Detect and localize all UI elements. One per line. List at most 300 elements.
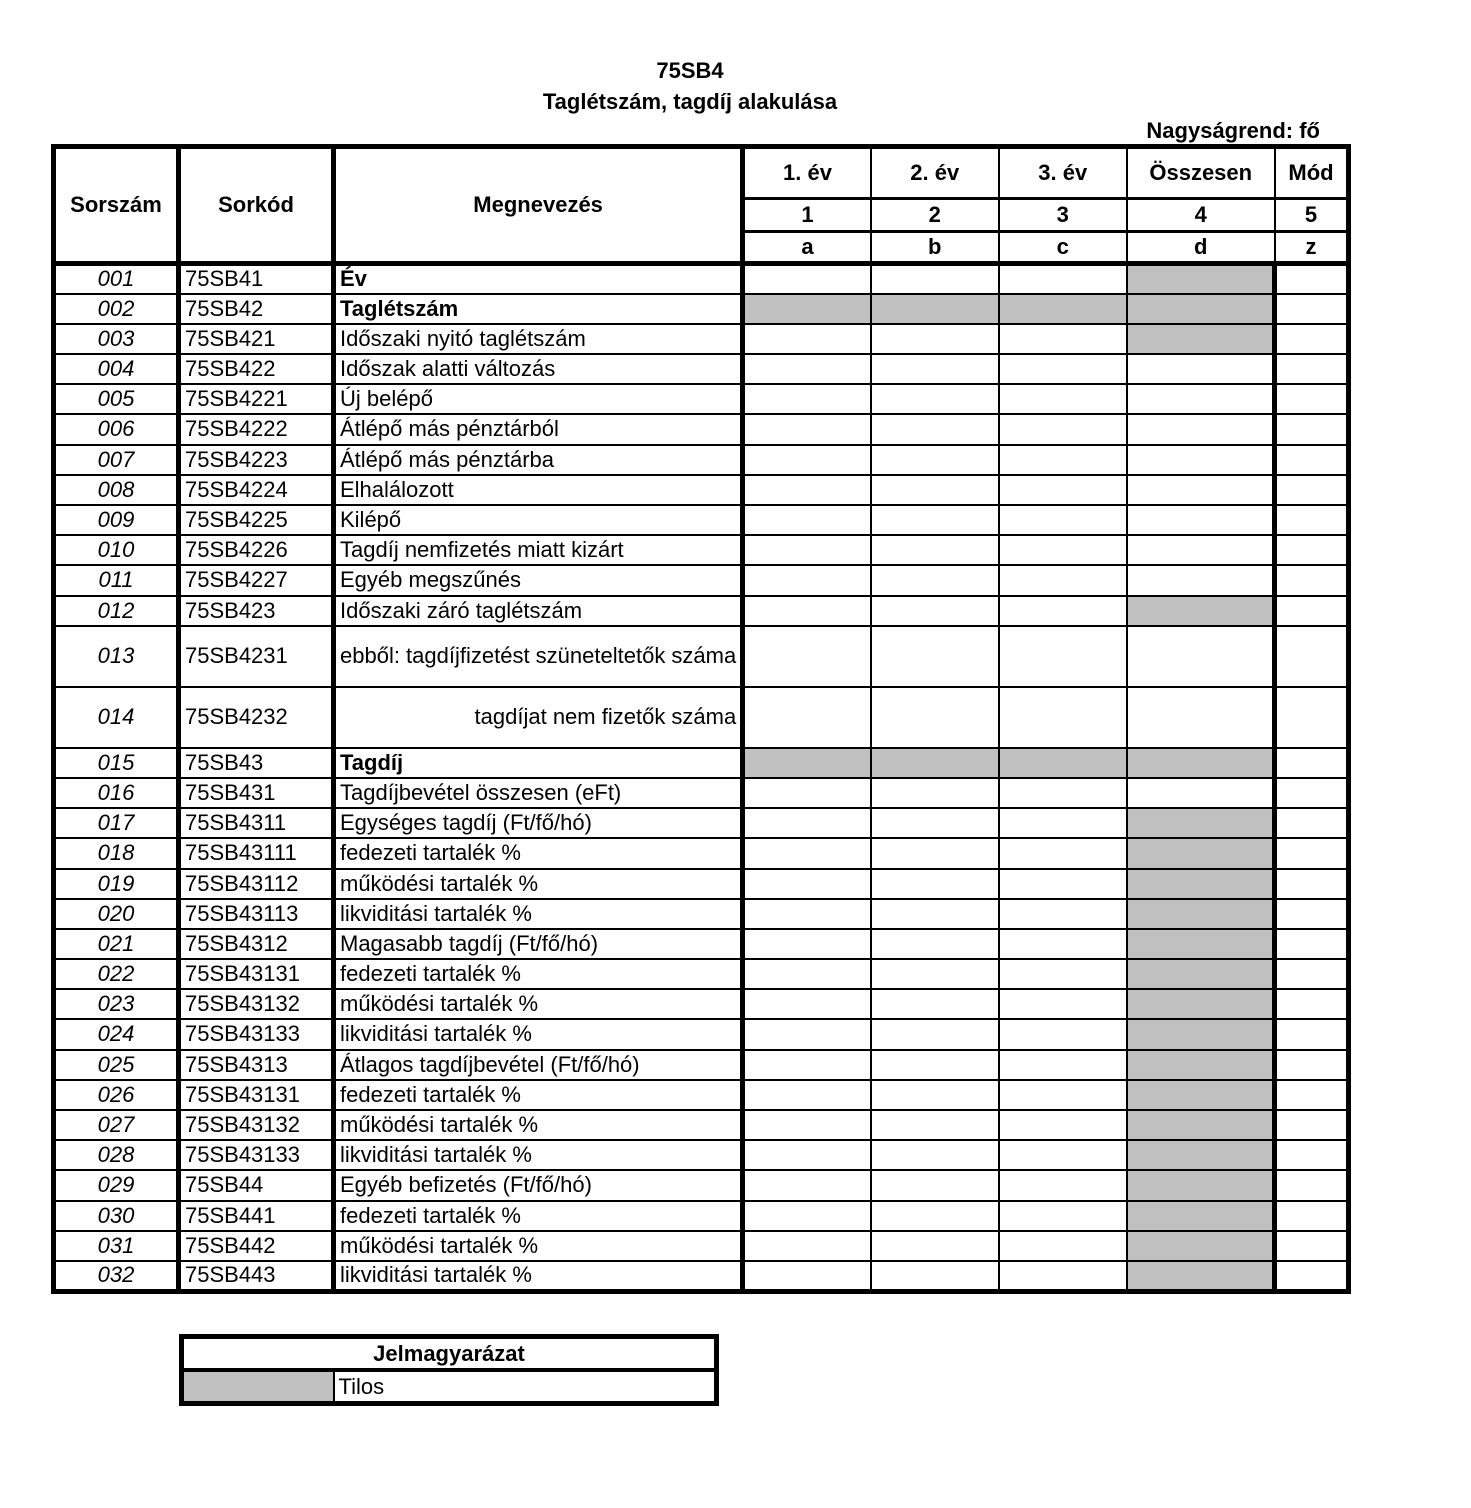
input-cell[interactable] — [999, 505, 1127, 535]
row-code: 75SB42 — [179, 294, 334, 324]
input-cell[interactable] — [1275, 1261, 1349, 1291]
input-cell[interactable] — [1127, 384, 1275, 414]
input-cell[interactable] — [1275, 565, 1349, 595]
row-code: 75SB43133 — [179, 1140, 334, 1170]
row-code: 75SB4223 — [179, 445, 334, 475]
input-cell[interactable] — [1275, 1140, 1349, 1170]
table-row — [54, 808, 1349, 838]
row-code: 75SB4231 — [179, 626, 334, 687]
row-number: 010 — [54, 535, 179, 565]
input-cell[interactable] — [871, 505, 999, 535]
input-cell[interactable] — [1275, 445, 1349, 475]
input-cell[interactable] — [999, 838, 1127, 868]
input-cell[interactable] — [871, 354, 999, 384]
row-number: 006 — [54, 414, 179, 444]
input-cell[interactable] — [743, 808, 871, 838]
input-cell[interactable] — [1275, 264, 1349, 294]
input-cell[interactable] — [999, 445, 1127, 475]
input-cell[interactable] — [1275, 354, 1349, 384]
row-code: 75SB4312 — [179, 929, 334, 959]
table-row — [54, 414, 1349, 444]
input-cell[interactable] — [1275, 687, 1349, 748]
input-cell[interactable] — [1275, 778, 1349, 808]
input-cell[interactable] — [743, 324, 871, 354]
header-sorkod: Sorkód — [179, 147, 334, 264]
row-number: 002 — [54, 294, 179, 324]
input-cell[interactable] — [1275, 929, 1349, 959]
input-cell[interactable] — [871, 565, 999, 595]
input-cell[interactable] — [1275, 899, 1349, 929]
row-name: Tagdíj — [334, 748, 743, 778]
row-name: ebből: tagdíjfizetést szüneteltetők száma — [334, 626, 743, 687]
input-cell[interactable] — [999, 1201, 1127, 1231]
row-name: fedezeti tartalék % — [334, 959, 743, 989]
row-name: Taglétszám — [334, 294, 743, 324]
input-cell[interactable] — [999, 929, 1127, 959]
input-cell[interactable] — [743, 445, 871, 475]
input-cell[interactable] — [1275, 959, 1349, 989]
input-cell[interactable] — [1275, 1231, 1349, 1261]
input-cell[interactable] — [871, 535, 999, 565]
input-cell[interactable] — [1275, 748, 1349, 778]
input-cell[interactable] — [743, 869, 871, 899]
row-code: 75SB442 — [179, 1231, 334, 1261]
input-cell[interactable] — [999, 959, 1127, 989]
row-number: 022 — [54, 959, 179, 989]
row-name: fedezeti tartalék % — [334, 838, 743, 868]
row-name: Év — [334, 264, 743, 294]
table-row — [54, 1050, 1349, 1080]
input-cell[interactable] — [999, 354, 1127, 384]
input-cell[interactable] — [871, 626, 999, 687]
row-number: 027 — [54, 1110, 179, 1140]
input-cell[interactable] — [1275, 838, 1349, 868]
row-number: 001 — [54, 264, 179, 294]
input-cell[interactable] — [743, 475, 871, 505]
input-cell[interactable] — [871, 1201, 999, 1231]
table-row — [54, 264, 1349, 294]
input-cell[interactable] — [871, 596, 999, 626]
header-col-label: 2. év — [871, 147, 999, 199]
row-number: 005 — [54, 384, 179, 414]
row-number: 012 — [54, 596, 179, 626]
header-col-number: 1 — [743, 199, 871, 232]
table-row — [54, 1231, 1349, 1261]
input-cell[interactable] — [999, 1080, 1127, 1110]
table-row — [54, 1110, 1349, 1140]
table-row — [54, 596, 1349, 626]
input-cell[interactable] — [871, 1050, 999, 1080]
row-number: 030 — [54, 1201, 179, 1231]
row-number: 020 — [54, 899, 179, 929]
input-cell[interactable] — [999, 475, 1127, 505]
input-cell[interactable] — [999, 1110, 1127, 1140]
forbidden-cell — [1127, 989, 1275, 1019]
input-cell[interactable] — [999, 1170, 1127, 1200]
input-cell[interactable] — [1275, 505, 1349, 535]
row-code: 75SB443 — [179, 1261, 334, 1291]
table-row — [54, 1080, 1349, 1110]
row-name: működési tartalék % — [334, 1231, 743, 1261]
row-number: 031 — [54, 1231, 179, 1261]
row-number: 019 — [54, 869, 179, 899]
input-cell[interactable] — [743, 1231, 871, 1261]
input-cell[interactable] — [743, 384, 871, 414]
forbidden-cell — [1127, 959, 1275, 989]
input-cell[interactable] — [743, 264, 871, 294]
row-code: 75SB431 — [179, 778, 334, 808]
row-code: 75SB43111 — [179, 838, 334, 868]
forbidden-cell — [1127, 324, 1275, 354]
row-code: 75SB43112 — [179, 869, 334, 899]
input-cell[interactable] — [999, 1140, 1127, 1170]
row-code: 75SB4224 — [179, 475, 334, 505]
input-cell[interactable] — [743, 354, 871, 384]
input-cell[interactable] — [999, 899, 1127, 929]
forbidden-cell — [1127, 1261, 1275, 1291]
input-cell[interactable] — [1127, 535, 1275, 565]
input-cell[interactable] — [999, 1231, 1127, 1261]
unit-label: Nagyságrend: fő — [1146, 118, 1320, 143]
row-name: Elhalálozott — [334, 475, 743, 505]
table-row — [54, 294, 1349, 324]
row-name: likviditási tartalék % — [334, 899, 743, 929]
input-cell[interactable] — [743, 1110, 871, 1140]
header-col-label: 1. év — [743, 147, 871, 199]
row-number: 017 — [54, 808, 179, 838]
row-name: Magasabb tagdíj (Ft/fő/hó) — [334, 929, 743, 959]
table-row — [54, 384, 1349, 414]
header-col-letter: c — [999, 232, 1127, 264]
header-megnevezes: Megnevezés — [334, 147, 743, 264]
table-row — [54, 475, 1349, 505]
input-cell[interactable] — [1275, 294, 1349, 324]
input-cell[interactable] — [1127, 626, 1275, 687]
input-cell[interactable] — [1275, 1019, 1349, 1049]
header-col-label: 3. év — [999, 147, 1127, 199]
table-row — [54, 1170, 1349, 1200]
row-code: 75SB4225 — [179, 505, 334, 535]
input-cell[interactable] — [999, 869, 1127, 899]
input-cell[interactable] — [999, 808, 1127, 838]
table-row — [54, 1201, 1349, 1231]
table-row — [54, 748, 1349, 778]
forbidden-cell — [1127, 1201, 1275, 1231]
row-name: Átlagos tagdíjbevétel (Ft/fő/hó) — [334, 1050, 743, 1080]
row-code: 75SB4313 — [179, 1050, 334, 1080]
input-cell[interactable] — [871, 1170, 999, 1200]
row-number: 014 — [54, 687, 179, 748]
header-col-letter: d — [1127, 232, 1275, 264]
row-name: Időszak alatti változás — [334, 354, 743, 384]
input-cell[interactable] — [743, 838, 871, 868]
row-code: 75SB4221 — [179, 384, 334, 414]
input-cell[interactable] — [1127, 565, 1275, 595]
input-cell[interactable] — [871, 929, 999, 959]
input-cell[interactable] — [1127, 475, 1275, 505]
input-cell[interactable] — [743, 899, 871, 929]
row-name: Egységes tagdíj (Ft/fő/hó) — [334, 808, 743, 838]
input-cell[interactable] — [743, 778, 871, 808]
row-number: 016 — [54, 778, 179, 808]
forbidden-cell — [871, 748, 999, 778]
forbidden-cell — [871, 294, 999, 324]
row-code: 75SB43113 — [179, 899, 334, 929]
table-row — [54, 354, 1349, 384]
row-number: 025 — [54, 1050, 179, 1080]
input-cell[interactable] — [999, 596, 1127, 626]
input-cell[interactable] — [1127, 354, 1275, 384]
forbidden-cell — [1127, 899, 1275, 929]
header-col-number: 3 — [999, 199, 1127, 232]
input-cell[interactable] — [743, 535, 871, 565]
input-cell[interactable] — [1275, 1201, 1349, 1231]
input-cell[interactable] — [1127, 687, 1275, 748]
input-cell[interactable] — [1275, 1170, 1349, 1200]
input-cell[interactable] — [1127, 414, 1275, 444]
row-code: 75SB441 — [179, 1201, 334, 1231]
input-cell[interactable] — [1275, 1080, 1349, 1110]
input-cell[interactable] — [871, 778, 999, 808]
input-cell[interactable] — [999, 1261, 1127, 1291]
forbidden-cell — [1127, 869, 1275, 899]
row-name: Tagdíj nemfizetés miatt kizárt — [334, 535, 743, 565]
forbidden-cell — [1127, 294, 1275, 324]
row-number: 008 — [54, 475, 179, 505]
input-cell[interactable] — [999, 535, 1127, 565]
legend — [179, 1334, 719, 1406]
input-cell[interactable] — [871, 899, 999, 929]
table-row — [54, 535, 1349, 565]
input-cell[interactable] — [1127, 445, 1275, 475]
header-col-label: Összesen — [1127, 147, 1275, 199]
table-row — [54, 899, 1349, 929]
table-row — [54, 989, 1349, 1019]
table-row — [54, 445, 1349, 475]
forbidden-cell — [1127, 264, 1275, 294]
input-cell[interactable] — [743, 626, 871, 687]
input-cell[interactable] — [871, 1140, 999, 1170]
row-name: működési tartalék % — [334, 1110, 743, 1140]
row-code: 75SB43132 — [179, 1110, 334, 1140]
row-code: 75SB421 — [179, 324, 334, 354]
row-name: likviditási tartalék % — [334, 1019, 743, 1049]
row-code: 75SB422 — [179, 354, 334, 384]
row-code: 75SB4226 — [179, 535, 334, 565]
forbidden-cell — [1127, 1231, 1275, 1261]
input-cell[interactable] — [871, 475, 999, 505]
input-cell[interactable] — [871, 445, 999, 475]
input-cell[interactable] — [999, 414, 1127, 444]
table-row — [54, 324, 1349, 354]
input-cell[interactable] — [743, 1140, 871, 1170]
row-code: 75SB4311 — [179, 808, 334, 838]
input-cell[interactable] — [1127, 505, 1275, 535]
row-code: 75SB43132 — [179, 989, 334, 1019]
forbidden-cell — [1127, 748, 1275, 778]
table-row — [54, 1140, 1349, 1170]
legend-swatch-forbidden — [182, 1370, 334, 1404]
input-cell[interactable] — [871, 264, 999, 294]
row-code: 75SB43 — [179, 748, 334, 778]
row-number: 023 — [54, 989, 179, 1019]
row-number: 032 — [54, 1261, 179, 1291]
row-number: 011 — [54, 565, 179, 595]
forbidden-cell — [1127, 1110, 1275, 1140]
row-code: 75SB43131 — [179, 1080, 334, 1110]
table-row — [54, 505, 1349, 535]
row-number: 003 — [54, 324, 179, 354]
input-cell[interactable] — [1275, 869, 1349, 899]
forbidden-cell — [999, 748, 1127, 778]
input-cell[interactable] — [871, 1019, 999, 1049]
input-cell[interactable] — [999, 565, 1127, 595]
row-code: 75SB44 — [179, 1170, 334, 1200]
input-cell[interactable] — [1275, 384, 1349, 414]
header-col-label: Mód — [1275, 147, 1349, 199]
row-name: működési tartalék % — [334, 989, 743, 1019]
input-cell[interactable] — [1275, 989, 1349, 1019]
input-cell[interactable] — [743, 687, 871, 748]
forbidden-cell — [1127, 1080, 1275, 1110]
row-name: Átlépő más pénztárba — [334, 445, 743, 475]
input-cell[interactable] — [743, 414, 871, 444]
table-row — [54, 778, 1349, 808]
row-number: 009 — [54, 505, 179, 535]
table-row — [54, 959, 1349, 989]
input-cell[interactable] — [871, 838, 999, 868]
input-cell[interactable] — [999, 687, 1127, 748]
header-col-letter: a — [743, 232, 871, 264]
row-number: 021 — [54, 929, 179, 959]
row-code: 75SB41 — [179, 264, 334, 294]
row-number: 018 — [54, 838, 179, 868]
input-cell[interactable] — [1275, 808, 1349, 838]
table-row — [54, 687, 1349, 748]
input-cell[interactable] — [1275, 324, 1349, 354]
input-cell[interactable] — [999, 384, 1127, 414]
input-cell[interactable] — [743, 1261, 871, 1291]
header-col-number: 2 — [871, 199, 999, 232]
input-cell[interactable] — [871, 1080, 999, 1110]
header-col-number: 4 — [1127, 199, 1275, 232]
input-cell[interactable] — [999, 1050, 1127, 1080]
row-code: 75SB4227 — [179, 565, 334, 595]
row-name: Egyéb megszűnés — [334, 565, 743, 595]
legend-label-forbidden: Tilos — [334, 1370, 717, 1404]
input-cell[interactable] — [871, 384, 999, 414]
input-cell[interactable] — [999, 1019, 1127, 1049]
row-number: 029 — [54, 1170, 179, 1200]
input-cell[interactable] — [999, 989, 1127, 1019]
input-cell[interactable] — [1127, 778, 1275, 808]
legend-title: Jelmagyarázat — [182, 1337, 717, 1371]
table-body — [54, 264, 1349, 1292]
input-cell[interactable] — [1275, 626, 1349, 687]
input-cell[interactable] — [871, 324, 999, 354]
input-cell[interactable] — [871, 1261, 999, 1291]
input-cell[interactable] — [1275, 1050, 1349, 1080]
table-row — [54, 869, 1349, 899]
input-cell[interactable] — [999, 778, 1127, 808]
input-cell[interactable] — [871, 808, 999, 838]
row-name: Új belépő — [334, 384, 743, 414]
row-code: 75SB423 — [179, 596, 334, 626]
input-cell[interactable] — [1275, 475, 1349, 505]
input-cell[interactable] — [999, 626, 1127, 687]
row-number: 024 — [54, 1019, 179, 1049]
input-cell[interactable] — [743, 1080, 871, 1110]
input-cell[interactable] — [1275, 414, 1349, 444]
header-col-letter: b — [871, 232, 999, 264]
input-cell[interactable] — [743, 1050, 871, 1080]
forbidden-cell — [1127, 838, 1275, 868]
table-row — [54, 838, 1349, 868]
forbidden-cell — [1127, 1170, 1275, 1200]
forbidden-cell — [999, 294, 1127, 324]
row-number: 015 — [54, 748, 179, 778]
input-cell[interactable] — [871, 989, 999, 1019]
input-cell[interactable] — [743, 565, 871, 595]
input-cell[interactable] — [743, 505, 871, 535]
input-cell[interactable] — [743, 1201, 871, 1231]
input-cell[interactable] — [743, 1019, 871, 1049]
input-cell[interactable] — [871, 414, 999, 444]
input-cell[interactable] — [743, 929, 871, 959]
input-cell[interactable] — [743, 596, 871, 626]
input-cell[interactable] — [871, 1110, 999, 1140]
forbidden-cell — [743, 294, 871, 324]
row-name: fedezeti tartalék % — [334, 1201, 743, 1231]
input-cell[interactable] — [871, 869, 999, 899]
row-name: likviditási tartalék % — [334, 1140, 743, 1170]
row-number: 028 — [54, 1140, 179, 1170]
input-cell[interactable] — [871, 959, 999, 989]
row-code: 75SB4222 — [179, 414, 334, 444]
row-code: 75SB43133 — [179, 1019, 334, 1049]
forbidden-cell — [1127, 808, 1275, 838]
row-name: likviditási tartalék % — [334, 1261, 743, 1291]
input-cell[interactable] — [743, 959, 871, 989]
header-col-number: 5 — [1275, 199, 1349, 232]
input-cell[interactable] — [1275, 596, 1349, 626]
row-name: Egyéb befizetés (Ft/fő/hó) — [334, 1170, 743, 1200]
header-col-letter: z — [1275, 232, 1349, 264]
row-name: Kilépő — [334, 505, 743, 535]
forbidden-cell — [1127, 596, 1275, 626]
form-code-title: 75SB4 — [656, 58, 724, 83]
forbidden-cell — [1127, 929, 1275, 959]
data-table — [51, 144, 1351, 1294]
input-cell[interactable] — [1275, 1110, 1349, 1140]
input-cell[interactable] — [871, 1231, 999, 1261]
forbidden-cell — [1127, 1140, 1275, 1170]
row-number: 013 — [54, 626, 179, 687]
input-cell[interactable] — [999, 264, 1127, 294]
forbidden-cell — [1127, 1019, 1275, 1049]
table-row — [54, 626, 1349, 687]
row-name: Tagdíjbevétel összesen (eFt) — [334, 778, 743, 808]
input-cell[interactable] — [1275, 535, 1349, 565]
input-cell[interactable] — [871, 687, 999, 748]
forbidden-cell — [1127, 1050, 1275, 1080]
forbidden-cell — [743, 748, 871, 778]
input-cell[interactable] — [999, 324, 1127, 354]
row-name: fedezeti tartalék % — [334, 1080, 743, 1110]
input-cell[interactable] — [743, 1170, 871, 1200]
input-cell[interactable] — [743, 989, 871, 1019]
table-row — [54, 929, 1349, 959]
